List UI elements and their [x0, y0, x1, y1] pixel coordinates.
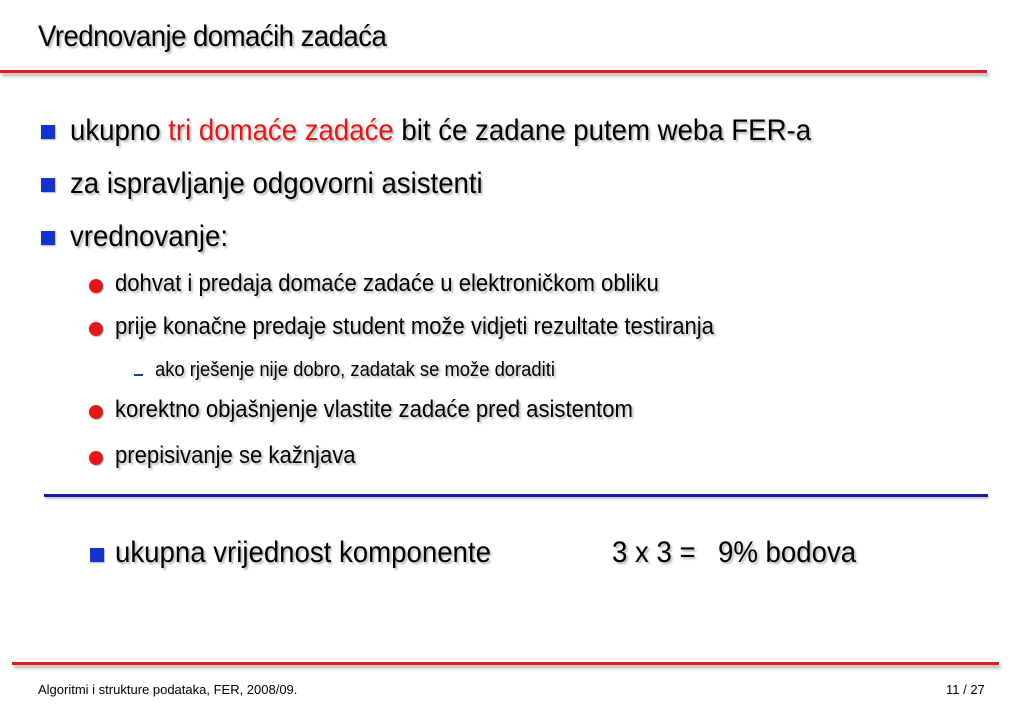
slide-title: Vrednovanje domaćih zadaća — [38, 20, 387, 53]
square-bullet-icon — [41, 125, 55, 139]
section-divider — [44, 494, 988, 497]
footer-page-number: 11 / 27 — [946, 682, 985, 697]
square-bullet-icon — [90, 548, 104, 562]
bullet-text-pre: ukupno — [70, 114, 169, 147]
bullet-text-highlight: tri domaće zadaće — [168, 114, 394, 147]
bullet-assistants: za ispravljanje odgovorni asistenti — [70, 167, 483, 200]
bottom-divider — [12, 662, 999, 665]
round-bullet-icon — [89, 279, 103, 293]
round-bullet-icon — [89, 451, 103, 465]
sub-bullet-testing: prije konačne predaje student može vidjeti rezultate testiranja — [115, 313, 714, 340]
round-bullet-icon — [89, 405, 103, 419]
sub-bullet-explanation: korektno objašnjenje vlastite zadaće pred asistentom — [115, 396, 633, 423]
sub-bullet-plagiarism: prepisivanje se kažnjava — [115, 442, 356, 469]
top-divider — [0, 70, 987, 73]
sub-sub-bullet-fix: ako rješenje nije dobro, zadatak se može doraditi — [155, 359, 555, 381]
bullet-text-post: bit će zadane putem weba FER-a — [393, 114, 812, 147]
summary-formula: 3 x 3 = — [612, 536, 696, 569]
bullet-evaluation: vrednovanje: — [70, 220, 229, 253]
summary-label: ukupna vrijednost komponente — [115, 536, 491, 569]
sub-bullet-submission: dohvat i predaja domaće zadaće u elektroničkom obliku — [115, 270, 659, 297]
round-bullet-icon — [89, 322, 103, 336]
square-bullet-icon — [41, 231, 55, 245]
footer-course: Algoritmi i strukture podataka, FER, 2008/09. — [38, 682, 298, 697]
bullet-total-homeworks — [70, 114, 811, 148]
summary-value: 9% bodova — [718, 536, 857, 569]
square-bullet-icon — [41, 178, 55, 192]
dash-bullet-icon — [134, 374, 143, 376]
